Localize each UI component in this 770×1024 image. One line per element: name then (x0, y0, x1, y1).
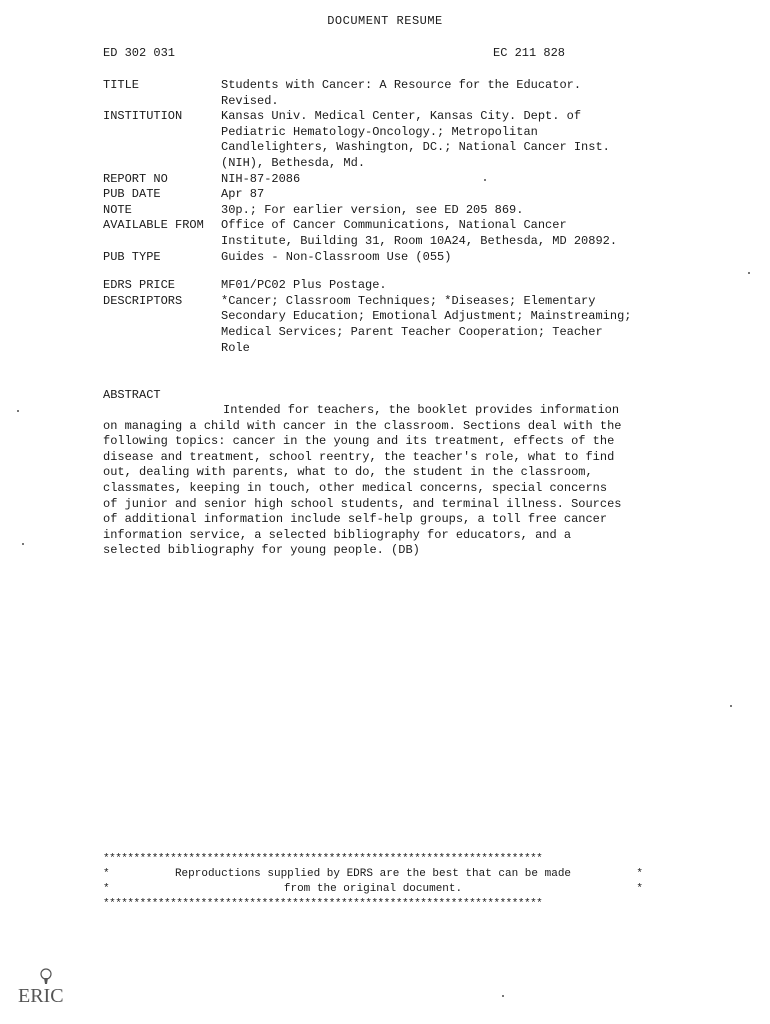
field-note (103, 203, 633, 219)
notice-edge-right: * (636, 883, 643, 895)
scan-speck (730, 705, 732, 707)
document-title: DOCUMENT RESUME (327, 14, 443, 28)
eric-logo-text: ERIC (18, 985, 64, 1007)
notice-line-2 (103, 882, 643, 897)
field-title (103, 78, 633, 109)
notice-edge-right: * (636, 868, 643, 880)
reproduction-notice (103, 852, 643, 912)
notice-line-1 (103, 867, 643, 882)
scan-speck (748, 272, 750, 274)
notice-text-1: Reproductions supplied by EDRS are the best that can be made (174, 868, 572, 880)
field-institution (103, 109, 633, 171)
field-label: REPORT NO (103, 171, 168, 186)
field-value: Students with Cancer: A Resource for the Educator. Revised. (221, 78, 582, 108)
field-descriptors (103, 294, 633, 356)
field-value: 30p.; For earlier version, see ED 205 869. (221, 202, 524, 217)
ec-number: EC 211 828 (493, 46, 566, 60)
notice-text-2: from the original document. (283, 883, 463, 895)
field-label: PUB TYPE (103, 249, 161, 264)
ed-number: ED 302 031 (103, 46, 176, 60)
notice-edge-left: * (103, 868, 110, 880)
field-label: AVAILABLE FROM (103, 218, 204, 233)
field-label: TITLE (103, 78, 140, 92)
field-label: INSTITUTION (103, 109, 183, 124)
scan-speck (502, 995, 504, 997)
field-pub-type (103, 250, 633, 266)
abstract-label: ABSTRACT (103, 388, 161, 402)
abstract-text: Intended for teachers, the booklet provides information on managing a child with cancer in the classroom. Sections deal with the following topics: cancer in the young and its treatment, effects of the disease and treatment, school reentry, the teacher's role, what to find out, dealing with parents, what to do, the student in the classroom, classmates, keeping in touch, other medical concerns, special concerns of junior and senior high school students, and terminal illness. Sources of additional information include self-help groups, a toll free cancer information service, a selected bibliography for educators, and a selected bibliography for young people. (DB) (103, 403, 622, 558)
scan-speck (22, 543, 24, 545)
notice-edge-left: * (103, 883, 110, 895)
field-edrs-price (103, 278, 633, 294)
field-value: Kansas Univ. Medical Center, Kansas City. Dept. of Pediatric Hematology-Oncology.; Metropolitan Candlelighters, Washington, DC.; National Cancer Inst. (NIH), Bethesda, Md. (221, 109, 610, 170)
field-label: PUB DATE (103, 187, 161, 202)
field-label: DESCRIPTORS (103, 293, 183, 308)
field-value: NIH-87-2086 (221, 171, 301, 186)
field-pub-date (103, 187, 633, 203)
eric-logo (16, 968, 68, 1008)
notice-border-top: ************************************************************************ (103, 853, 543, 865)
scan-speck (484, 179, 486, 181)
metadata-fields (103, 78, 633, 356)
field-label: EDRS PRICE (103, 278, 176, 293)
scan-speck (17, 410, 19, 412)
field-label: NOTE (103, 202, 132, 217)
field-value: Guides - Non-Classroom Use (055) (221, 249, 452, 264)
field-report-no (103, 172, 633, 188)
field-value: Apr 87 (221, 187, 265, 202)
eric-logo-torch-icon (41, 969, 51, 979)
field-value: Office of Cancer Communications, National Cancer Institute, Building 31, Room 10A24, Bethesda, MD 20892. (221, 218, 618, 248)
field-available-from (103, 218, 633, 249)
field-value: *Cancer; Classroom Techniques; *Diseases; Elementary Secondary Education; Emotional Adjustment; Mainstreaming; Medical Services; Parent Teacher Cooperation; Teacher Role (221, 293, 632, 355)
notice-border-bottom: ************************************************************************ (103, 898, 543, 910)
field-value: MF01/PC02 Plus Postage. (221, 278, 387, 293)
eric-logo-torch-handle (44, 978, 48, 984)
